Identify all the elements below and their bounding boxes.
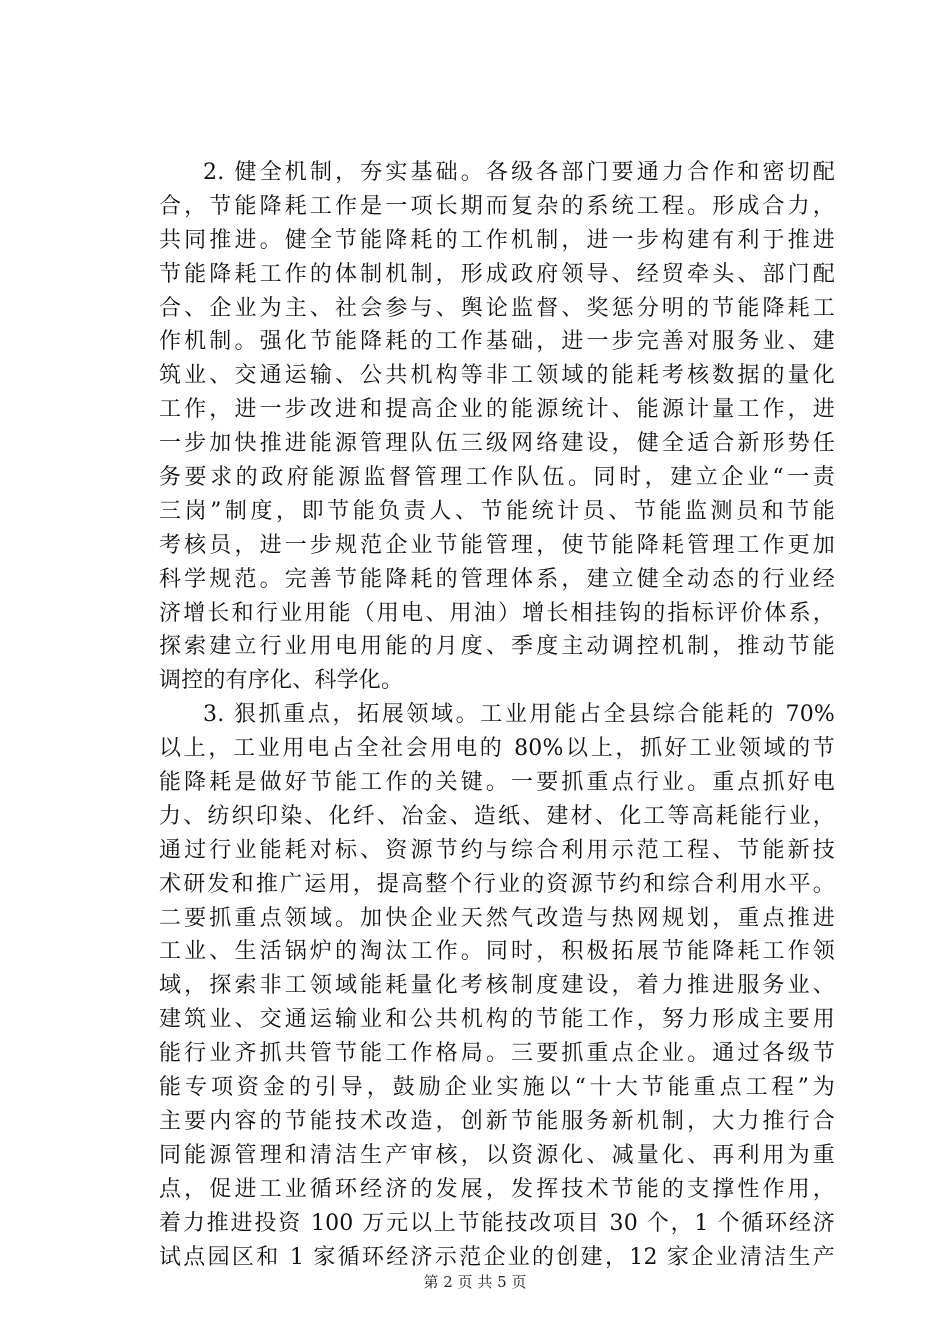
paragraph-3-line: 能降耗是做好节能工作的关键。一要抓重点行业。重点抓好电 xyxy=(159,770,835,796)
paragraph-2-line: 节能降耗工作的体制机制，形成政府领导、经贸牵头、部门配 xyxy=(159,261,835,287)
paragraph-3-line: 同能源管理和清洁生产审核，以资源化、减量化、再利用为重 xyxy=(159,1142,835,1168)
paragraph-3-line: 工业、生活锅炉的淘汰工作。同时，积极拓展节能降耗工作领 xyxy=(159,939,835,965)
paragraph-2-line: 探索建立行业用电用能的月度、季度主动调控机制，推动节能 xyxy=(159,634,835,660)
paragraph-3-line: 以上，工业用电占全社会用电的 80%以上，抓好工业领域的节 xyxy=(159,736,835,762)
paragraph-2-line: 共同推进。健全节能降耗的工作机制，进一步构建有利于推进 xyxy=(159,227,835,253)
paragraph-3-line: 通过行业能耗对标、资源节约与综合利用示范工程、节能新技 xyxy=(159,837,835,863)
paragraph-2-line-1: 2. 健全机制，夯实基础。各级各部门要通力合作和密切配 xyxy=(203,160,835,185)
paragraph-3-line-1: 3. 狠抓重点，拓展领域。工业用能占全县综合能耗的 70% xyxy=(203,702,835,728)
paragraph-2-line: 一步加快推进能源管理队伍三级网络建设，健全适合新形势任 xyxy=(159,431,835,457)
paragraph-2-last-line: 调控的有序化、科学化。 xyxy=(159,668,404,694)
paragraph-3-line: 能专项资金的引导，鼓励企业实施以“十大节能重点工程”为 xyxy=(159,1075,835,1101)
paragraph-3-line: 建筑业、交通运输业和公共机构的节能工作，努力形成主要用 xyxy=(159,1007,835,1033)
paragraph-2-line: 考核员，进一步规范企业节能管理，使节能降耗管理工作更加 xyxy=(159,532,835,558)
paragraph-3-line: 术研发和推广运用，提高整个行业的资源节约和综合利用水平。 xyxy=(159,871,835,897)
paragraph-3-line: 能行业齐抓共管节能工作格局。三要抓重点企业。通过各级节 xyxy=(159,1041,835,1067)
paragraph-2-line: 合、企业为主、社会参与、舆论监督、奖惩分明的节能降耗工 xyxy=(159,295,835,321)
paragraph-3-line: 主要内容的节能技术改造，创新节能服务新机制，大力推行合 xyxy=(159,1108,835,1134)
paragraph-3-line: 着力推进投资 100 万元以上节能技改项目 30 个，1 个循环经济 xyxy=(159,1210,835,1236)
paragraph-2-line: 工作，进一步改进和提高企业的能源统计、能源计量工作，进 xyxy=(159,397,835,423)
paragraph-3-line: 二要抓重点领域。加快企业天然气改造与热网规划，重点推进 xyxy=(159,905,835,931)
paragraph-3-line: 点，促进工业循环经济的发展，发挥技术节能的支撑性作用， xyxy=(159,1176,835,1202)
paragraph-3-line: 试点园区和 1 家循环经济示范企业的创建，12 家企业清洁生产 xyxy=(159,1244,835,1270)
paragraph-2-line: 科学规范。完善节能降耗的管理体系，建立健全动态的行业经 xyxy=(159,566,835,592)
paragraph-2-line: 筑业、交通运输、公共机构等非工领域的能耗考核数据的量化 xyxy=(159,363,835,389)
paragraph-2-line: 三岗”制度，即节能负责人、节能统计员、节能监测员和节能 xyxy=(159,498,835,524)
paragraph-3-line: 力、纺织印染、化纤、冶金、造纸、建材、化工等高耗能行业， xyxy=(159,803,835,829)
paragraph-2-line: 合，节能降耗工作是一项长期而复杂的系统工程。形成合力， xyxy=(159,193,835,219)
paragraph-2-line: 济增长和行业用能（用电、用油）增长相挂钩的指标评价体系， xyxy=(159,600,835,626)
document-body xyxy=(159,156,835,1274)
paragraph-3-line: 域，探索非工领域能耗量化考核制度建设，着力推进服务业、 xyxy=(159,973,835,999)
page-number-footer: 第 2 页 共 5 页 xyxy=(423,1273,527,1291)
paragraph-2-line: 作机制。强化节能降耗的工作基础，进一步完善对服务业、建 xyxy=(159,329,835,355)
paragraph-2-line: 务要求的政府能源监督管理工作队伍。同时，建立企业“一责 xyxy=(159,465,835,491)
